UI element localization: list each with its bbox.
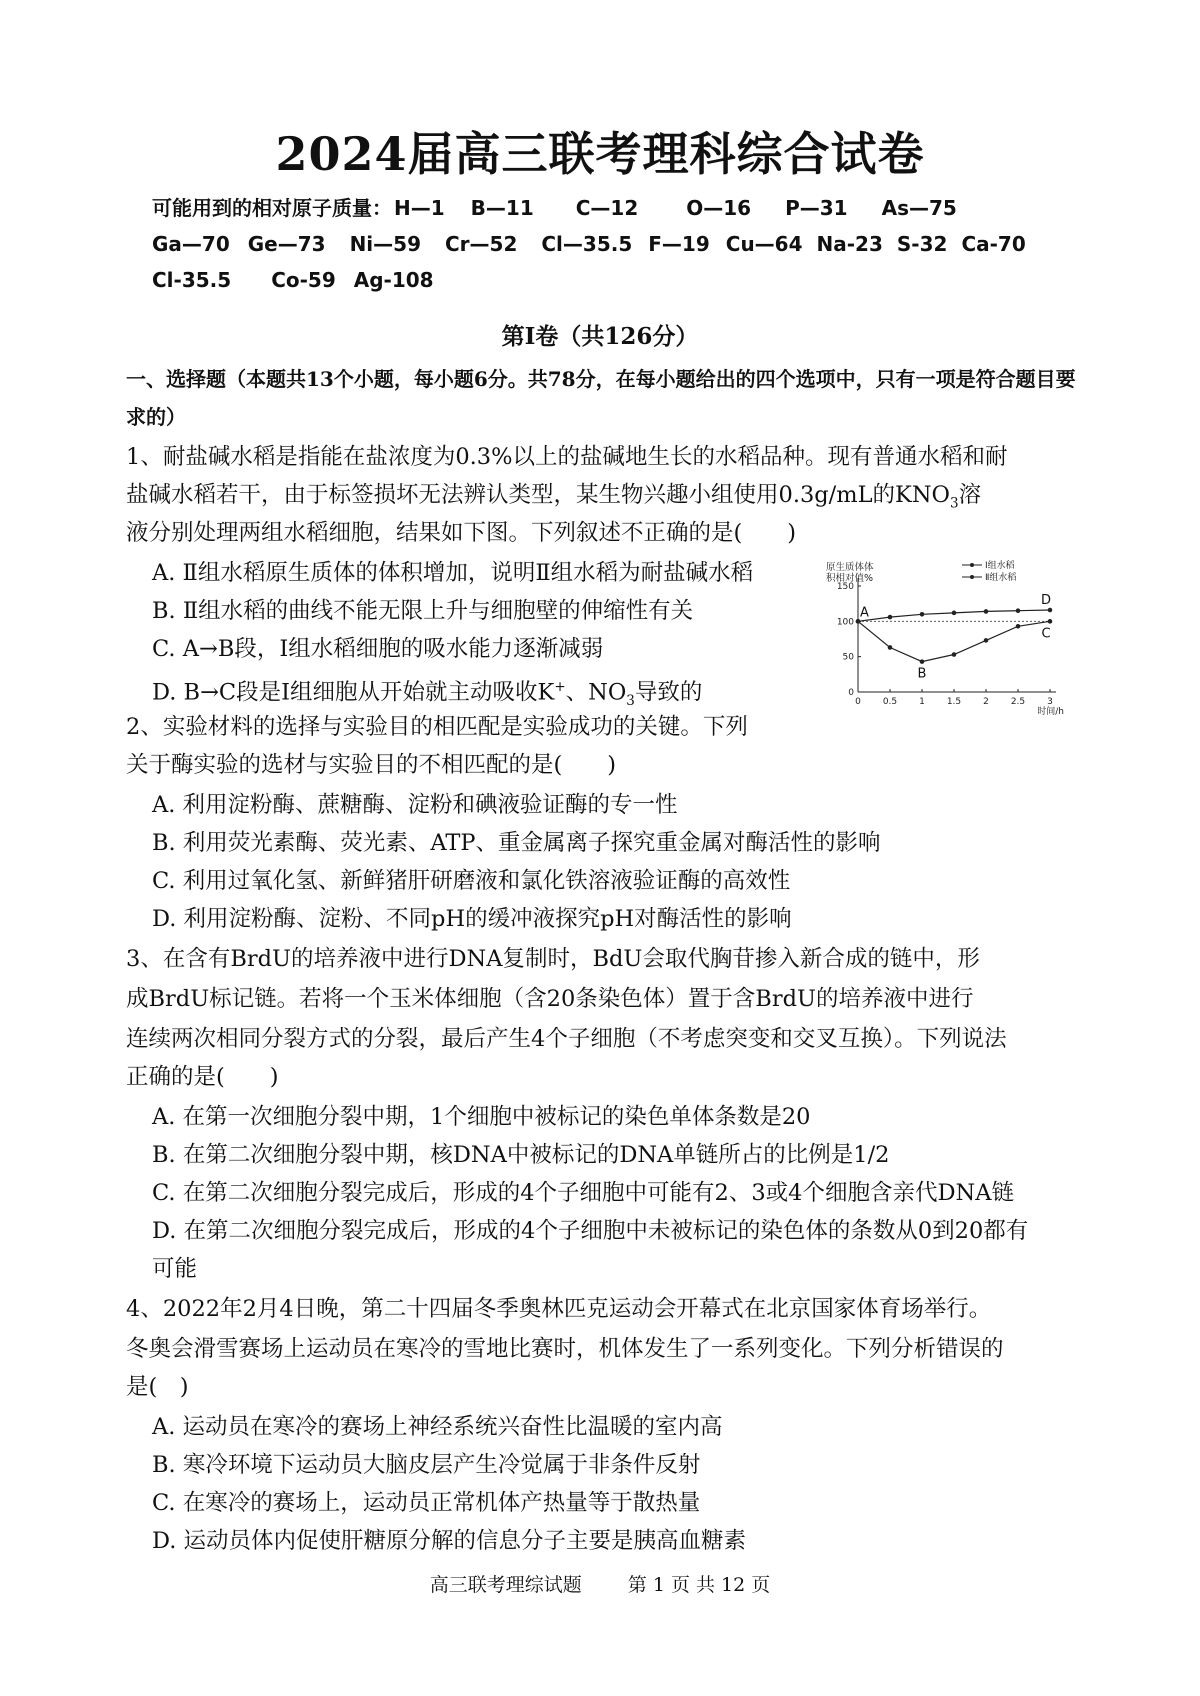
q1-line-2-text: 盐碱水稻若干，由于标签损坏无法辨认类型，某生物兴趣小组使用0.3g/mL的KNO	[126, 482, 950, 508]
atomic-masses-row-2	[152, 226, 1026, 262]
legend-marker	[970, 563, 974, 567]
point-label: A	[860, 605, 869, 621]
point-label: B	[917, 666, 927, 682]
atomic-mass: F—19	[648, 232, 710, 256]
q4-option-a: A. 运动员在寒冷的赛场上神经系统兴奋性比温暖的室内高	[152, 1414, 723, 1440]
data-point	[920, 612, 925, 617]
q1-line-3: 液分别处理两组水稻细胞，结果如下图。下列叙述不正确的是( )	[126, 520, 797, 546]
y-tick-label: 100	[836, 617, 854, 628]
q2-option-b: B. 利用荧光素酶、荧光素、ATP、重金属离子探究重金属对酶活性的影响	[152, 830, 881, 856]
atomic-mass: Ag-108	[353, 268, 434, 292]
footer-exam-name: 高三联考理综试题	[429, 1574, 582, 1596]
x-axis-label: 时间/h	[1037, 707, 1064, 717]
superscript: +	[554, 679, 566, 695]
legend-label: Ⅱ组水稻	[985, 573, 1017, 583]
q4-line-3: 是( )	[126, 1374, 189, 1400]
volume-heading: 第I卷（共126分）	[501, 323, 699, 350]
atomic-mass: B—11	[470, 196, 534, 220]
atomic-mass: C—12	[575, 196, 639, 220]
q4-option-d: D. 运动员体内促使肝糖原分解的信息分子主要是胰高血糖素	[152, 1528, 747, 1554]
q2-line-2: 关于酶实验的选材与实验目的不相匹配的是( )	[126, 752, 617, 778]
chart-series	[856, 608, 1053, 664]
atomic-mass: P—31	[785, 196, 848, 220]
y-tick-label: 150	[836, 582, 854, 592]
y-tick-label: 50	[842, 652, 854, 663]
q1-option-d-text: 导致的	[634, 679, 703, 706]
data-point	[984, 609, 989, 614]
atomic-mass: Na-23	[816, 232, 883, 256]
q1-option-b: B. Ⅱ组水稻的曲线不能无限上升与细胞壁的伸缩性有关	[152, 598, 694, 624]
q4-option-c: C. 在寒冷的赛场上，运动员正常机体产热量等于散热量	[152, 1490, 701, 1516]
subscript: 3	[626, 693, 635, 709]
subscript: 3	[950, 495, 959, 512]
q4-option-b: B. 寒冷环境下运动员大脑皮层产生冷觉属于非条件反射	[152, 1452, 701, 1478]
atomic-mass: Ni—59	[349, 232, 421, 256]
chart-ylabel-line-1: 原生质体体	[826, 562, 874, 573]
data-point	[1048, 619, 1053, 624]
q1-option-d-text: 、NO	[565, 679, 627, 706]
chart-ylabel-line-2: 积相对值%	[826, 573, 874, 584]
q2-line-1: 2、实验材料的选择与实验目的相匹配是实验成功的关键。下列	[126, 714, 748, 740]
atomic-mass: Ge—73	[247, 232, 326, 256]
footer-page-number: 第 1 页 共 12 页	[627, 1574, 771, 1596]
q3-option-d-cont: 可能	[152, 1256, 198, 1282]
q3-line-1: 3、在含有BrdU的培养液中进行DNA复制时，BdU会取代胸苷掺入新合成的链中，形	[126, 946, 980, 972]
data-point	[1048, 608, 1053, 613]
point-label: C	[1041, 626, 1051, 642]
atomic-mass: Cl—35.5	[541, 232, 633, 256]
exam-title: 2024届高三联考理科综合试卷	[275, 127, 925, 181]
x-tick-label: 3	[1047, 697, 1053, 707]
data-point	[952, 611, 957, 616]
x-tick-label: 0.5	[882, 697, 898, 707]
x-tick-label: 2	[983, 697, 989, 707]
atomic-mass: Ca-70	[961, 232, 1026, 256]
atomic-mass: Co-59	[271, 268, 336, 292]
q1-line-2-end: 溶	[958, 482, 982, 508]
q3-line-2: 成BrdU标记链。若将一个玉米体细胞（含20条染色体）置于含BrdU的培养液中进行	[126, 986, 974, 1012]
point-label: D	[1040, 593, 1052, 609]
atomic-mass: Ga—70	[152, 232, 230, 256]
q2-option-d: D. 利用淀粉酶、淀粉、不同pH的缓冲液探究pH对酶活性的影响	[152, 906, 792, 932]
legend-label: Ⅰ组水稻	[985, 561, 1015, 571]
data-point	[1016, 608, 1021, 613]
atomic-mass: H—1	[394, 196, 445, 220]
atomic-mass: Cl-35.5	[152, 268, 232, 292]
q1-line-1: 1、耐盐碱水稻是指能在盐浓度为0.3%以上的盐碱地生长的水稻品种。现有普通水稻和耐	[126, 444, 1008, 470]
q3-option-c: C. 在第二次细胞分裂完成后，形成的4个子细胞中可能有2、3或4个细胞含亲代DNA链	[152, 1180, 1014, 1206]
data-point	[888, 645, 893, 650]
atomic-mass: Cr—52	[445, 232, 518, 256]
q3-option-d: D. 在第二次细胞分裂完成后，形成的4个子细胞中未被标记的染色体的条数从0到20都有	[152, 1218, 1029, 1244]
q1-option-d-text: D. B→C段是Ⅰ组细胞从开始就主动吸收K	[152, 679, 555, 706]
atomic-mass: Cu—64	[725, 232, 803, 256]
protoplast-volume-chart	[822, 560, 1072, 728]
atomic-mass: S-32	[896, 232, 948, 256]
data-point	[984, 638, 989, 643]
chart-point-labels	[860, 593, 1051, 682]
q4-line-1: 4、2022年2月4日晚，第二十四届冬季奥林匹克运动会开幕式在北京国家体育场举行。	[126, 1296, 992, 1322]
atomic-mass: O—16	[686, 196, 752, 220]
q3-line-4: 正确的是( )	[126, 1064, 279, 1090]
x-tick-label: 2.5	[1010, 697, 1026, 707]
q1-option-a: A. Ⅱ组水稻原生质体的体积增加，说明Ⅱ组水稻为耐盐碱水稻	[152, 560, 754, 586]
data-point	[920, 659, 925, 664]
page-footer	[0, 1570, 1200, 1597]
atomic-mass: As—75	[881, 196, 957, 220]
data-point	[952, 652, 957, 657]
atomic-masses-row-1	[152, 190, 1026, 226]
q1-option-c: C. A→B段，Ⅰ组水稻细胞的吸水能力逐渐减弱	[152, 636, 604, 662]
q3-option-b: B. 在第二次细胞分裂中期，核DNA中被标记的DNA单链所占的比例是1/2	[152, 1142, 890, 1168]
data-point	[1016, 624, 1021, 629]
y-tick-label: 0	[848, 688, 854, 698]
q2-option-a: A. 利用淀粉酶、蔗糖酶、淀粉和碘液验证酶的专一性	[152, 792, 678, 818]
q2-option-c: C. 利用过氧化氢、新鲜猪肝研磨液和氯化铁溶液验证酶的高效性	[152, 868, 791, 894]
atomic-masses-label: 可能用到的相对原子质量：	[152, 196, 392, 220]
atomic-masses-row-3	[152, 262, 1026, 298]
q3-line-3: 连续两次相同分裂方式的分裂，最后产生4个子细胞（不考虑突变和交叉互换）。下列说法	[126, 1026, 1007, 1052]
section-instructions: 一、选择题（本题共13个小题，每小题6分。共78分，在每小题给出的四个选项中，只有一项是符合题目要求的）	[126, 367, 1076, 429]
atomic-masses	[152, 190, 1026, 298]
chart-axes	[837, 578, 1064, 717]
q4-line-2: 冬奥会滑雪赛场上运动员在寒冷的雪地比赛时，机体发生了一系列变化。下列分析错误的	[126, 1336, 1004, 1362]
legend-marker	[970, 575, 974, 579]
data-point	[888, 615, 893, 620]
q3-option-a: A. 在第一次细胞分裂中期，1个细胞中被标记的染色单体条数是20	[152, 1104, 811, 1130]
x-tick-label: 1	[919, 697, 925, 707]
x-tick-label: 1.5	[946, 697, 962, 707]
x-tick-label: 0	[855, 697, 861, 707]
chart-legend	[962, 560, 1016, 583]
